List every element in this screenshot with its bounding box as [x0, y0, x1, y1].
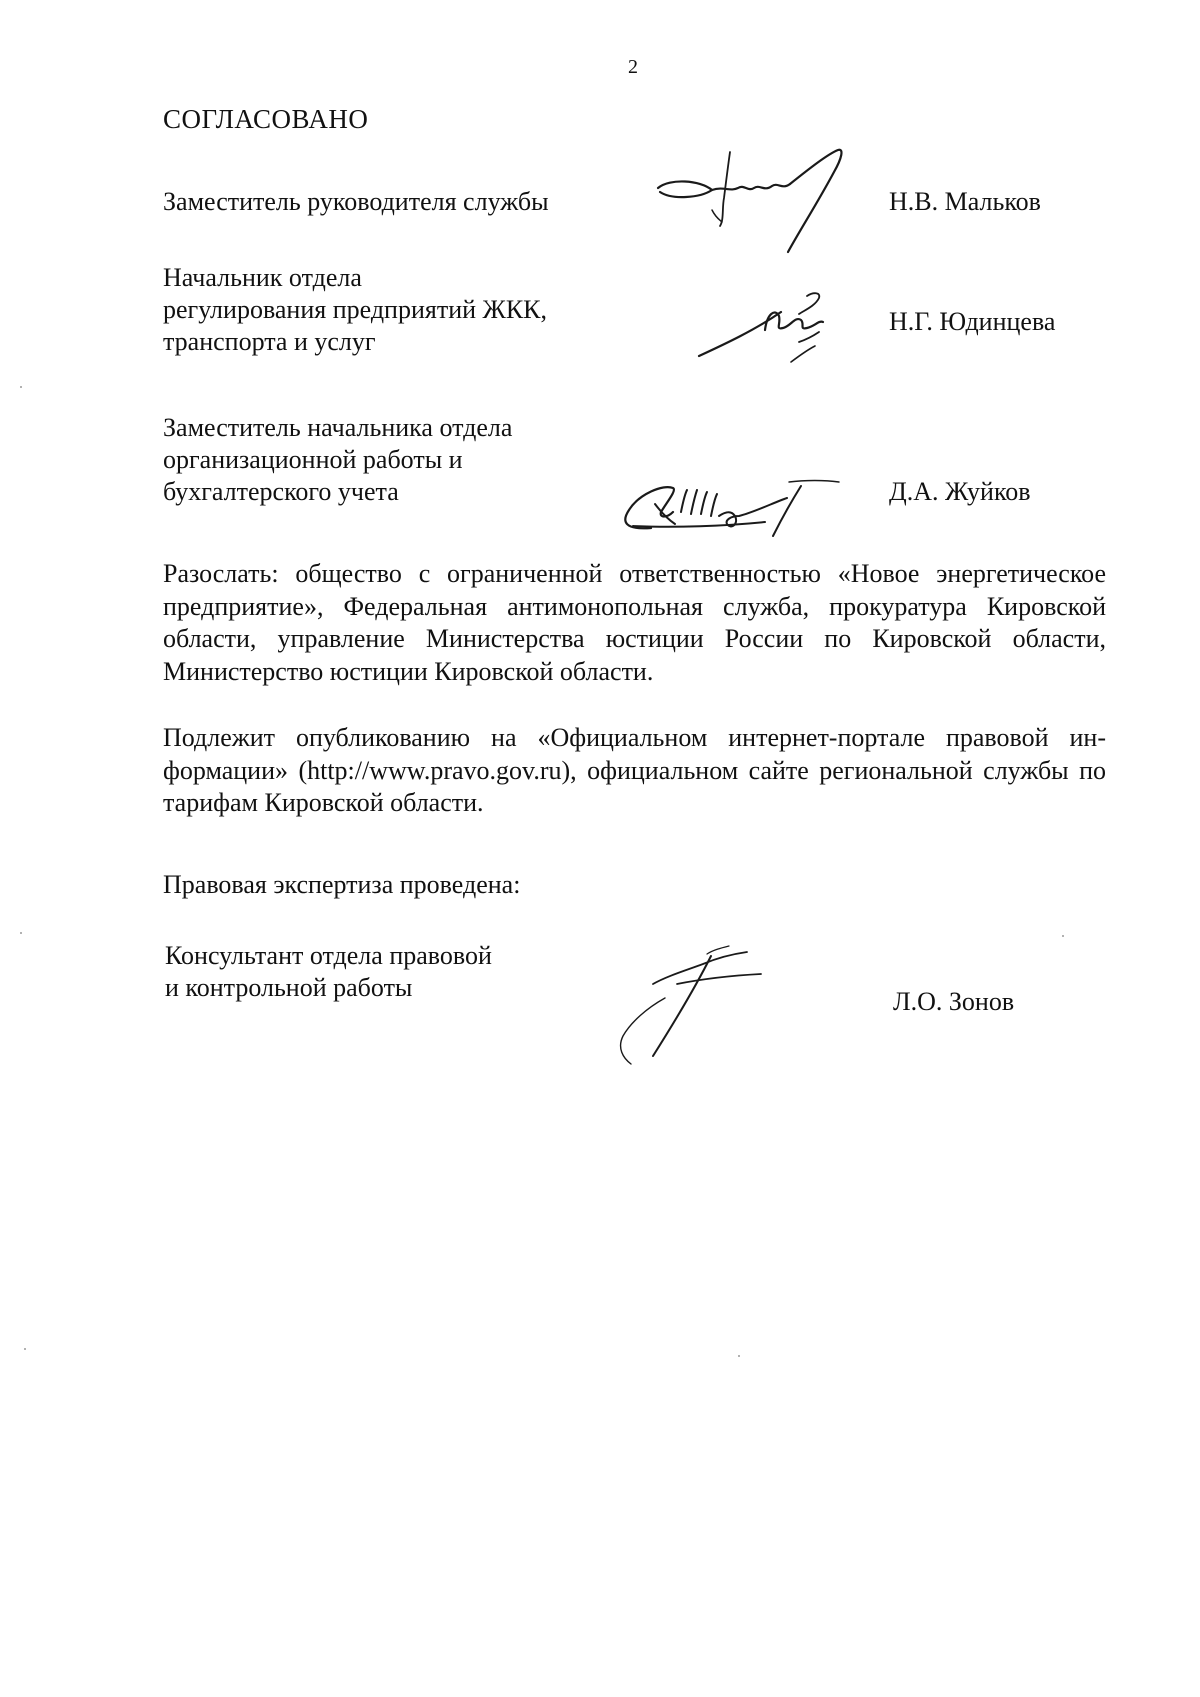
handwritten-signature-malkov: [650, 148, 870, 266]
signer-position: Заместитель начальника отдела организационной работы и бухгалтерского учета: [163, 413, 513, 506]
legal-review-title: Правовая экспертиза проведена:: [163, 870, 521, 899]
signer-position: Консультант отдела правовой и контрольной работы: [165, 941, 492, 1002]
handwritten-signature-zonov: [607, 944, 787, 1074]
scan-speck: [738, 1355, 740, 1357]
signer-name: Н.В. Мальков: [889, 187, 1041, 216]
scan-speck: [1062, 935, 1064, 937]
approval-heading: СОГЛАСОВАНО: [163, 104, 369, 134]
signer-position: Начальник отдела регулирования предприятий ЖКК, транспорта и услуг: [163, 263, 548, 356]
scan-speck: [20, 932, 22, 934]
scan-speck: [20, 386, 22, 388]
signer-position: Заместитель руководителя службы: [163, 187, 549, 216]
handwritten-signature-yudintseva: [695, 290, 835, 370]
scan-speck: [24, 1348, 26, 1350]
publication-paragraph: Подлежит опубликованию на «Официальном интернет-портале правовой информации» (http://www.pravo.gov.ru), официальном сайте региональной службы по тарифам Кировской области.: [163, 723, 1106, 817]
signer-name: Н.Г. Юдинцева: [889, 307, 1056, 336]
signer-name: Д.А. Жуйков: [889, 477, 1031, 506]
signer-name: Л.О. Зонов: [893, 987, 1015, 1016]
page-number: 2: [628, 56, 638, 78]
distribution-paragraph: Разослать: общество с ограниченной ответственностью «Новое энергетическое предприятие», Федеральная антимонопольная служба, прокуратура Кировской области, управление Министерства юстиции России по Кировской области, Министерство юстиции Кировской области.: [163, 559, 1106, 686]
handwritten-signature-zhuikov: [615, 472, 865, 542]
